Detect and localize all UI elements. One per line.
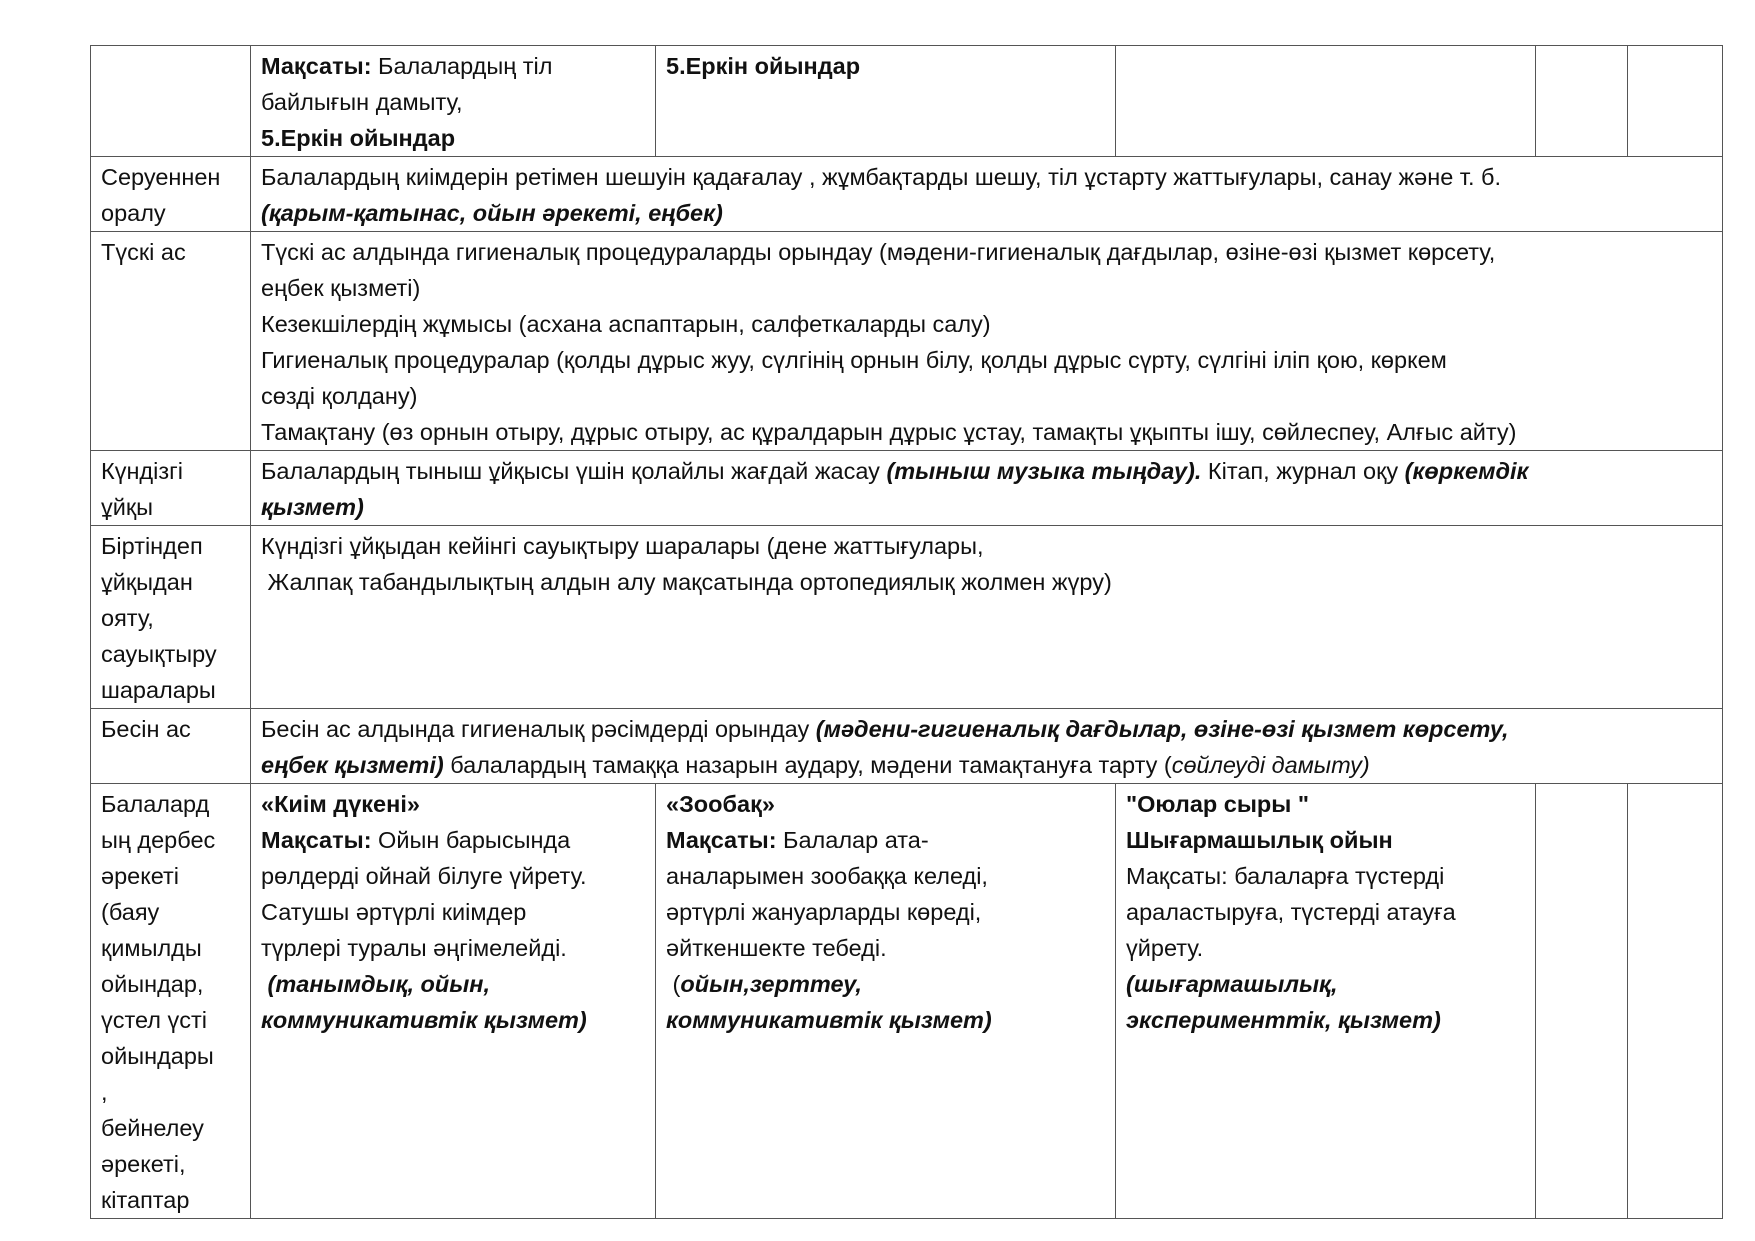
row-label-line: (баяу bbox=[101, 899, 160, 925]
row-label-line: Түскі ас bbox=[101, 239, 186, 265]
activity-types: эксперименттік, қызмет) bbox=[1126, 1007, 1441, 1033]
activity-types: (танымдық, ойын, bbox=[261, 971, 491, 997]
activity-types: ойын,зерттеу, bbox=[680, 971, 862, 997]
goal-text: түрлері туралы әңгімелейді. bbox=[261, 935, 567, 961]
row-label-line: Біртіндеп bbox=[101, 533, 203, 559]
content-text: Балалардың киімдерін ретімен шешуін қадағалау , жұмбақтарды шешу, тіл ұстарту жаттығулары, санау және т. б. bbox=[261, 164, 1502, 190]
row-label-line: ұйқыдан bbox=[101, 569, 193, 595]
goal-text: үйрету. bbox=[1126, 935, 1204, 961]
row-content bbox=[251, 232, 1723, 451]
goal-text: әйткеншекте тебеді. bbox=[666, 935, 887, 961]
goal-text: Балалардың тіл bbox=[371, 53, 553, 79]
row-content bbox=[251, 451, 1723, 526]
activity-types: (мәдени-гигиеналық дағдылар, өзіне-өзі қызмет көрсету, bbox=[815, 716, 1509, 742]
row-label-line: бейнелеу bbox=[101, 1115, 204, 1141]
goal-text: араластыруға, түстерді атауға bbox=[1126, 899, 1456, 925]
row-label-line: ойындары bbox=[101, 1043, 214, 1069]
cell-goal-speech bbox=[251, 46, 656, 157]
row-label-line: әрекеті bbox=[101, 863, 180, 889]
activity-types: (тыныш музыка тыңдау). bbox=[886, 458, 1202, 484]
row-label bbox=[91, 157, 251, 232]
cell-empty-label bbox=[91, 46, 251, 157]
activity-types: қызмет) bbox=[261, 494, 364, 520]
content-text: Кезекшілердің жұмысы (асхана аспаптарын, салфеткаларды салу) bbox=[261, 311, 991, 337]
content-text: Түскі ас алдында гигиеналық процедураларды орындау (мәдени-гигиеналық дағдылар, өзіне-өзі қызмет көрсету, bbox=[261, 239, 1496, 265]
row-label-line: Серуеннен bbox=[101, 164, 221, 190]
goal-label: Мақсаты: bbox=[261, 827, 372, 853]
row-continued bbox=[91, 46, 1723, 157]
row-wake-up bbox=[91, 526, 1723, 709]
activity-types: коммуникативтік қызмет) bbox=[261, 1007, 587, 1033]
cell-empty bbox=[1536, 46, 1628, 157]
row-label-line: ойындар, bbox=[101, 971, 204, 997]
activity-bracket: ( bbox=[666, 971, 681, 997]
game-subtitle: Шығармашылық ойын bbox=[1126, 827, 1393, 853]
row-label-line: ояту, bbox=[101, 605, 154, 631]
row-content bbox=[251, 709, 1723, 784]
goal-text: Сатушы әртүрлі киімдер bbox=[261, 899, 527, 925]
goal-label: Мақсаты: bbox=[261, 53, 372, 79]
row-label bbox=[91, 232, 251, 451]
row-label-line: әрекеті, bbox=[101, 1151, 186, 1177]
content-text: Жалпақ табандылықтың алдын алу мақсатында ортопедиялық жолмен жүру) bbox=[261, 569, 1112, 595]
activity-types: еңбек қызметі) bbox=[261, 752, 444, 778]
row-label-line: ың дербес bbox=[101, 827, 216, 853]
daily-plan-table bbox=[90, 45, 1723, 1219]
cell-empty bbox=[1536, 784, 1628, 1219]
free-games-heading: 5.Еркін ойындар bbox=[261, 125, 456, 151]
row-label-line: Балалард bbox=[101, 791, 210, 817]
row-label-line: шаралары bbox=[101, 677, 216, 703]
content-text: еңбек қызметі) bbox=[261, 275, 421, 301]
goal-text: Балалар ата- bbox=[776, 827, 929, 853]
goal-text: әртүрлі жануарларды көреді, bbox=[666, 899, 982, 925]
goal-text: аналарымен зообаққа келеді, bbox=[666, 863, 988, 889]
content-text: Бесін ас алдында гигиеналық рәсімдерді орындау bbox=[261, 716, 816, 742]
game-title: «Зообақ» bbox=[666, 791, 775, 817]
goal-text: Ойын барысында bbox=[371, 827, 571, 853]
row-label-line: , bbox=[101, 1079, 108, 1105]
activity-types: (қарым-қатынас, ойын әрекеті, еңбек) bbox=[261, 200, 723, 226]
cell-free-games bbox=[656, 46, 1116, 157]
row-label-line: Бесін ас bbox=[101, 716, 191, 742]
activity-types: (көркемдік bbox=[1404, 458, 1529, 484]
row-nap bbox=[91, 451, 1723, 526]
content-text: балалардың тамаққа назарын аудару, мәдени тамақтануға тарту ( bbox=[443, 752, 1172, 778]
content-text: Гигиеналық процедуралар (қолды дұрыс жуу, сүлгінің орнын білу, қолды дұрыс сүрту, сүлгіні іліп қою, көркем bbox=[261, 347, 1447, 373]
row-label bbox=[91, 709, 251, 784]
goal-label: Мақсаты: bbox=[666, 827, 777, 853]
row-return-walk bbox=[91, 157, 1723, 232]
goal-text-2: байлығын дамыту, bbox=[261, 89, 463, 115]
content-text: Кітап, журнал оқу bbox=[1201, 458, 1405, 484]
row-lunch bbox=[91, 232, 1723, 451]
row-label-line: сауықтыру bbox=[101, 641, 217, 667]
cell-empty bbox=[1628, 46, 1723, 157]
game-title: "Оюлар сыры " bbox=[1126, 791, 1310, 817]
activity-types: сөйлеуді дамыту) bbox=[1171, 752, 1370, 778]
row-label-line: кітаптар bbox=[101, 1187, 190, 1213]
row-label-line: оралу bbox=[101, 200, 166, 226]
content-text: Балалардың тыныш ұйқысы үшін қолайлы жағдай жасау bbox=[261, 458, 887, 484]
game-zoo bbox=[656, 784, 1116, 1219]
content-text: Күндізгі ұйқыдан кейінгі сауықтыру шаралары (дене жаттығулары, bbox=[261, 533, 984, 559]
game-clothes-shop bbox=[251, 784, 656, 1219]
row-content bbox=[251, 526, 1723, 709]
row-label bbox=[91, 526, 251, 709]
row-snack bbox=[91, 709, 1723, 784]
row-content bbox=[251, 157, 1723, 232]
row-label-line: үстел үсті bbox=[101, 1007, 208, 1033]
row-label bbox=[91, 451, 251, 526]
activity-types: (шығармашылық, bbox=[1126, 971, 1338, 997]
cell-empty bbox=[1628, 784, 1723, 1219]
content-text: Тамақтану (өз орнын отыру, дұрыс отыру, ас құралдарын дұрыс ұстау, тамақты ұқыпты ішу, сөйлеспеу, Алғыс айту) bbox=[261, 419, 1517, 445]
free-games-heading: 5.Еркін ойындар bbox=[666, 53, 861, 79]
game-title: «Киім дүкені» bbox=[261, 791, 420, 817]
game-pattern-secrets bbox=[1116, 784, 1536, 1219]
row-label-line: ұйқы bbox=[101, 494, 154, 520]
activity-types: коммуникативтік қызмет) bbox=[666, 1007, 992, 1033]
content-text: сөзді қолдану) bbox=[261, 383, 418, 409]
row-label bbox=[91, 784, 251, 1219]
row-label-line: Күндізгі bbox=[101, 458, 183, 484]
cell-empty bbox=[1116, 46, 1536, 157]
goal-text: рөлдерді ойнай білуге үйрету. bbox=[261, 863, 587, 889]
goal-text: Мақсаты: балаларға түстерді bbox=[1126, 863, 1445, 889]
row-label-line: қимылды bbox=[101, 935, 202, 961]
row-independent-activity bbox=[91, 784, 1723, 1219]
